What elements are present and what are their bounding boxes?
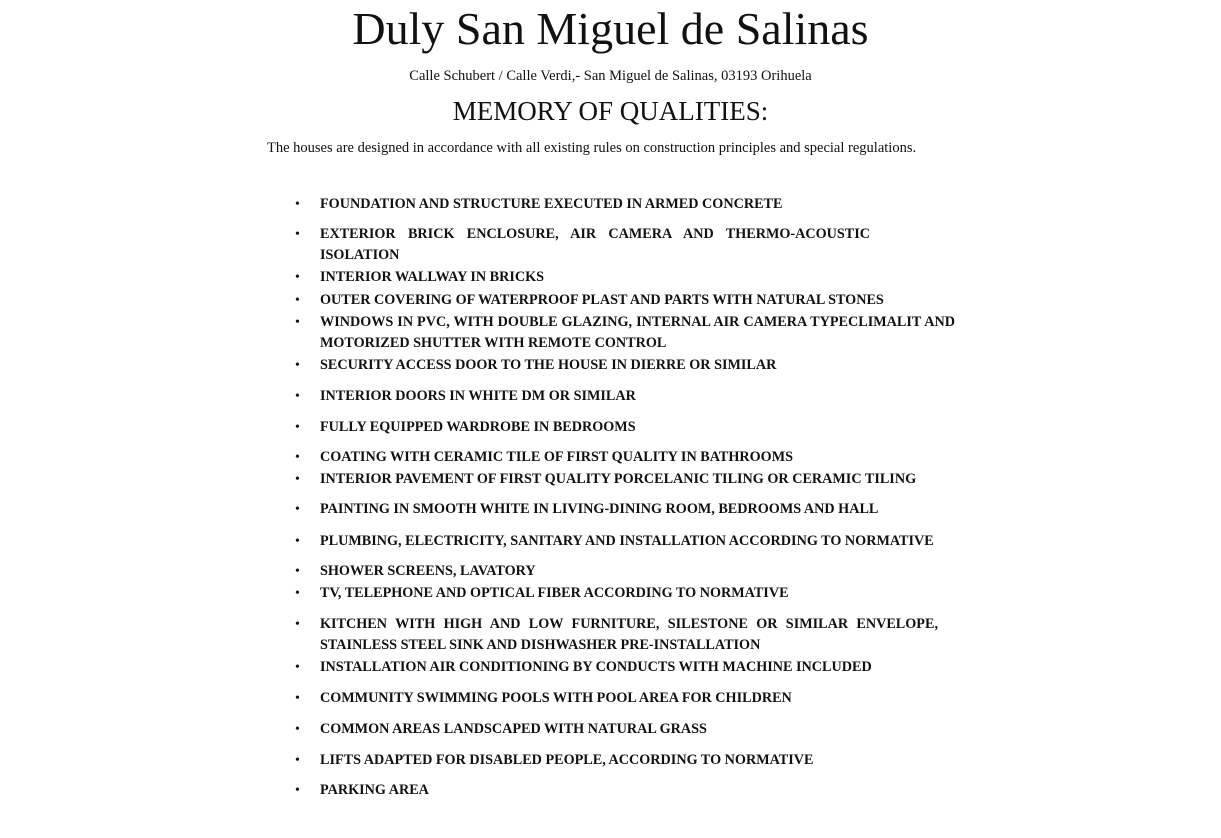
bullet-icon: •: [295, 722, 300, 737]
list-item: [295, 614, 955, 656]
list-item: [295, 290, 955, 311]
list-item: [295, 417, 955, 438]
list-item: [295, 355, 955, 376]
bullet-icon: •: [295, 534, 300, 549]
list-item-text: EXTERIOR BRICK ENCLOSURE, AIR CAMERA AND THERMO-ACOUSTIC ISOLATION: [320, 226, 870, 263]
list-item-text: SHOWER SCREENS, LAVATORY: [320, 563, 536, 579]
list-item-text: INSTALLATION AIR CONDITIONING BY CONDUCTS WITH MACHINE INCLUDED: [320, 659, 872, 675]
list-item: [295, 499, 955, 520]
list-item-text: COMMUNITY SWIMMING POOLS WITH POOL AREA FOR CHILDREN: [320, 690, 792, 706]
bullet-icon: •: [295, 389, 300, 404]
bullet-icon: •: [295, 420, 300, 435]
list-item: [295, 750, 955, 771]
list-item: [295, 780, 955, 801]
list-item: [295, 657, 955, 678]
document-title: Duly San Miguel de Salinas: [352, 3, 869, 54]
list-item-text: INTERIOR WALLWAY IN BRICKS: [320, 269, 545, 285]
bullet-icon: •: [295, 472, 300, 487]
bullet-icon: •: [295, 783, 300, 798]
list-item: [295, 447, 955, 468]
bullet-icon: •: [295, 227, 300, 242]
list-item: [295, 561, 955, 582]
list-item-text: PARKING AREA: [320, 782, 429, 798]
bullet-icon: •: [295, 564, 300, 579]
bullet-icon: •: [295, 450, 300, 465]
list-item: [295, 469, 955, 490]
bullet-icon: •: [295, 197, 300, 212]
bullet-icon: •: [295, 315, 300, 330]
list-item: [295, 194, 955, 215]
section-heading: MEMORY OF QUALITIES:: [452, 96, 769, 126]
address-line: Calle Schubert / Calle Verdi,- San Miguel de Salinas, 03193 Orihuela: [409, 68, 812, 84]
list-item-text: WINDOWS IN PVC, WITH DOUBLE GLAZING, INTERNAL AIR CAMERA TYPECLIMALIT AND MOTORIZED SHUTTER WITH REMOTE CONTROL: [320, 314, 955, 351]
list-item-text: SECURITY ACCESS DOOR TO THE HOUSE IN DIERRE OR SIMILAR: [320, 357, 777, 373]
bullet-icon: •: [295, 293, 300, 308]
bullet-icon: •: [295, 660, 300, 675]
list-item-text: COMMON AREAS LANDSCAPED WITH NATURAL GRASS: [320, 721, 707, 737]
bullet-icon: •: [295, 617, 300, 632]
bullet-icon: •: [295, 753, 300, 768]
list-item-text: PAINTING IN SMOOTH WHITE IN LIVING-DINING ROOM, BEDROOMS AND HALL: [320, 501, 879, 517]
list-item-text: INTERIOR DOORS IN WHITE DM OR SIMILAR: [320, 388, 636, 404]
bullet-icon: •: [295, 691, 300, 706]
list-item: [295, 719, 955, 740]
list-item-text: KITCHEN WITH HIGH AND LOW FURNITURE, SILESTONE OR SIMILAR ENVELOPE, STAINLESS STEEL SINK AND DISHWASHER PRE-INSTALLATION: [320, 616, 938, 653]
list-item: [295, 224, 955, 266]
list-item: [295, 531, 955, 552]
list-item-text: LIFTS ADAPTED FOR DISABLED PEOPLE, ACCORDING TO NORMATIVE: [320, 752, 814, 768]
list-item: [295, 312, 955, 354]
list-item-text: TV, TELEPHONE AND OPTICAL FIBER ACCORDING TO NORMATIVE: [320, 585, 789, 601]
list-item: [295, 583, 955, 604]
list-item-text: COATING WITH CERAMIC TILE OF FIRST QUALITY IN BATHROOMS: [320, 449, 793, 465]
list-item-text: INTERIOR PAVEMENT OF FIRST QUALITY PORCELANIC TILING OR CERAMIC TILING: [320, 471, 917, 487]
list-item: [295, 267, 955, 288]
list-item-text: OUTER COVERING OF WATERPROOF PLAST AND PARTS WITH NATURAL STONES: [320, 292, 884, 308]
bullet-icon: •: [295, 270, 300, 285]
bullet-icon: •: [295, 358, 300, 373]
bullet-icon: •: [295, 586, 300, 601]
list-item: [295, 386, 955, 407]
list-item-text: FULLY EQUIPPED WARDROBE IN BEDROOMS: [320, 419, 636, 435]
intro-paragraph: The houses are designed in accordance with all existing rules on construction principles and special regulations.: [267, 140, 917, 156]
list-item-text: FOUNDATION AND STRUCTURE EXECUTED IN ARMED CONCRETE: [320, 196, 783, 212]
list-item-text: PLUMBING, ELECTRICITY, SANITARY AND INSTALLATION ACCORDING TO NORMATIVE: [320, 533, 934, 549]
list-item: [295, 688, 955, 709]
bullet-icon: •: [295, 502, 300, 517]
